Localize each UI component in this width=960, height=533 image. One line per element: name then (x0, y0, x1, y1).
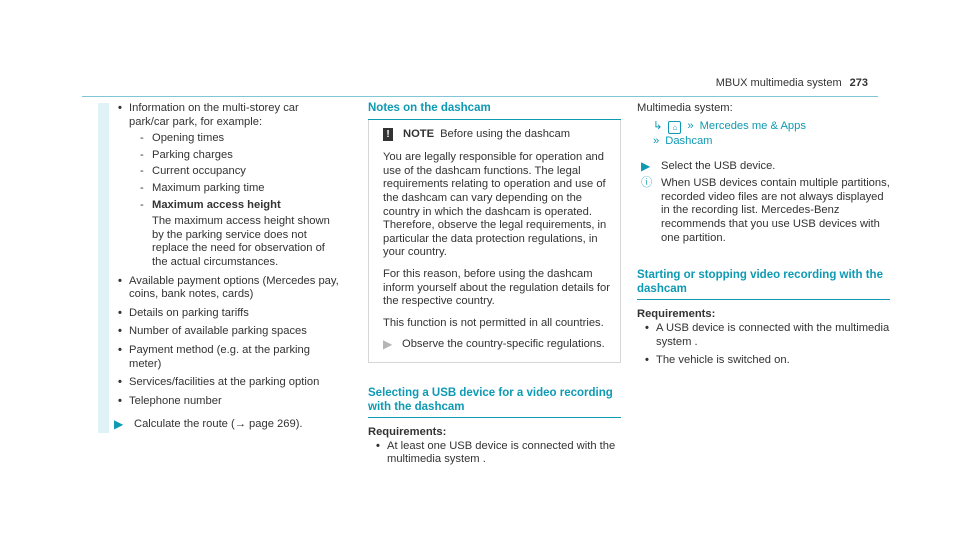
column-1 (110, 102, 342, 432)
section-title-select-usb: Selecting a USB device for a video recording with the dashcam (368, 387, 621, 418)
sub-list-item: - Maximum access height (129, 199, 342, 213)
list-item: • Number of available parking spaces (110, 325, 342, 339)
list-item: • Payment method (e.g. at the parking meter) (110, 344, 342, 371)
action-text: Calculate the route (→ page 269). (134, 418, 303, 431)
path-intro: Multimedia system: (637, 102, 733, 114)
running-header (716, 77, 868, 91)
action-step: ▶ Select the USB device. (641, 158, 776, 173)
requirements-label: Requirements: (368, 426, 447, 439)
sub-list-item: - Maximum parking time (129, 182, 342, 196)
requirement-item: • At least one USB device is connected with the multimedia system . (368, 440, 621, 467)
note-paragraph: This function is not permitted in all countries. (383, 316, 604, 329)
return-arrow-icon: ↳ (653, 119, 663, 132)
note-heading (383, 128, 610, 142)
path-mercedes-me-apps: Mercedes me & Apps (699, 119, 806, 132)
sub-list-item: - Opening times (129, 132, 342, 146)
header-title: MBUX multimedia system (715, 77, 842, 89)
requirement-item: • The vehicle is switched on. (637, 354, 890, 368)
list-item: • Information on the multi-storey car park/car park, for example: - Opening times - Parking charges - Current occupancy - Maximum parking time - Maximum access height The maximum access height shown by the parking service does not replace the need for observation of the actual circumstances. (110, 102, 342, 270)
note-heading-text: Before using the dashcam (440, 127, 571, 140)
list-item: • Services/facilities at the parking option (110, 376, 342, 390)
page-number: 273 (849, 77, 868, 89)
play-arrow-icon: ▶ (114, 417, 124, 432)
sub-note: The maximum access height shown by the parking service does not replace the need for observation of the actual circumstances. (152, 215, 330, 268)
info-note: ⓘ When USB devices contain multiple partitions, recorded video files are not always displayed in the recording list. Mercedes-Benz recommends that you use USB devices with one partition. (641, 177, 890, 244)
note-action: ▶ Observe the country-specific regulations. (383, 337, 605, 352)
section-title-start-stop: Starting or stopping video recording with the dashcam (637, 269, 890, 300)
action-step (110, 418, 342, 432)
header-rule (82, 96, 878, 97)
warning-icon: ! (383, 128, 393, 141)
list-item: • Telephone number (110, 395, 342, 409)
double-chevron-icon: » (687, 119, 694, 132)
info-icon: ⓘ (641, 177, 653, 190)
menu-path (637, 120, 890, 150)
requirement-item: • A USB device is connected with the multimedia system . (637, 322, 890, 349)
sub-list-item: - Current occupancy (129, 165, 342, 179)
double-chevron-icon: » (653, 134, 660, 147)
sub-list-item: - Parking charges (129, 149, 342, 163)
sidebar-bar (98, 103, 109, 433)
column-2 (368, 102, 621, 472)
note-paragraph: For this reason, before using the dashcam inform yourself about the regulation details for the respective country. (383, 267, 610, 308)
home-icon: ⌂ (668, 121, 681, 134)
note-box (368, 120, 621, 363)
column-3 (637, 102, 890, 373)
path-dashcam: Dashcam (665, 134, 713, 147)
section-title-notes: Notes on the dashcam (368, 102, 621, 120)
requirements-label: Requirements: (637, 308, 716, 321)
play-arrow-icon: ▶ (383, 337, 393, 352)
note-paragraph: You are legally responsible for operation and use of the dashcam functions. The legal requirements relating to operation and use of the dashcam can vary depending on the country in which the dashcam is operated. Therefore, observe the legal requirements, in particular the data protection regulations, in your country. (383, 151, 607, 259)
list-item: • Details on parking tariffs (110, 307, 342, 321)
note-label: NOTE (403, 127, 435, 140)
list-item: • Available payment options (Mercedes pay, coins, bank notes, cards) (110, 275, 342, 302)
play-arrow-icon: ▶ (641, 158, 651, 173)
